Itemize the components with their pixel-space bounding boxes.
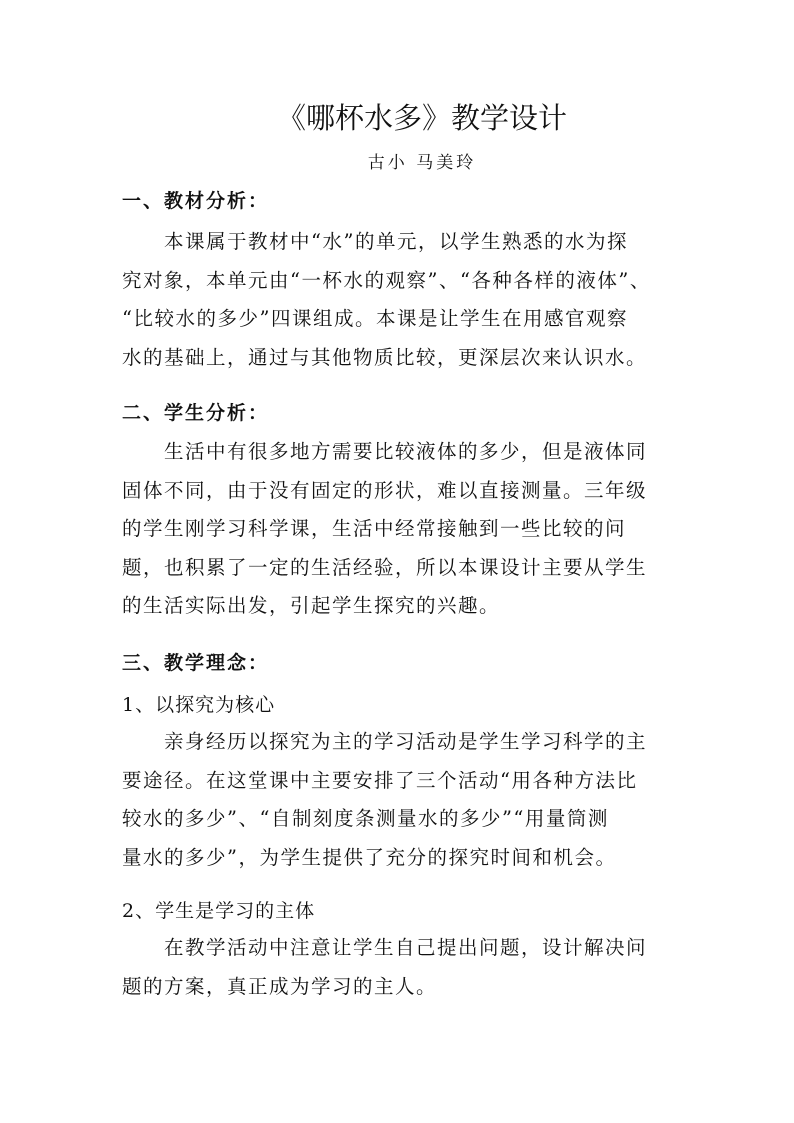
paragraph-line: 题，也积累了一定的生活经验，所以本课设计主要从学生 [122, 555, 648, 579]
paragraph-line: 本课属于教材中“水”的单元，以学生熟悉的水为探 [164, 230, 628, 253]
paragraph-line: 水的基础上，通过与其他物质比较，更深层次来认识水。 [122, 345, 648, 369]
subsection-2-paragraph [122, 929, 662, 1006]
paragraph-line: 固体不同，由于没有固定的形状，难以直接测量。三年级 [122, 478, 648, 502]
section-heading-1: 一、教材分析： [122, 190, 270, 212]
subsection-1-paragraph [122, 723, 662, 877]
section-heading-2: 二、学生分析： [122, 402, 270, 424]
paragraph-line: 亲身经历以探究为主的学习活动是学生学习科学的主 [164, 730, 648, 753]
paragraph-line: 在教学活动中注意让学生自己提出问题，设计解决问 [164, 936, 648, 959]
paragraph-line: 的学生刚学习科学课，生活中经常接触到一些比较的问 [122, 517, 627, 540]
paragraph-line: 究对象，本单元由“一杯水的观察”、“各种各样的液体”、 [122, 268, 651, 292]
page-title: 《哪杯水多》教学设计 [276, 101, 567, 135]
subsection-label-2: 2、学生是学习的主体 [122, 900, 316, 922]
paragraph-line: 题的方案，真正成为学习的主人。 [122, 974, 438, 998]
section-heading-3: 三、教学理念： [122, 652, 270, 674]
subsection-label-1: 1、以探究为核心 [122, 694, 276, 716]
paragraph-line: 较水的多少”、“自制刻度条测量水的多少”“用量筒测 [122, 807, 609, 830]
paragraph-line: 量水的多少”，为学生提供了充分的探究时间和机会。 [122, 845, 617, 869]
author-line: 古小 马美玲 [367, 153, 477, 173]
section-2-paragraph [122, 433, 662, 626]
paragraph-line: 生活中有很多地方需要比较液体的多少，但是液体同 [164, 440, 648, 463]
section-1-paragraph [122, 223, 662, 377]
paragraph-line: 要途径。在这堂课中主要安排了三个活动“用各种方法比 [122, 768, 638, 792]
paragraph-line: 的生活实际出发，引起学生探究的兴趣。 [122, 594, 501, 617]
paragraph-line: “比较水的多少”四课组成。本课是让学生在用感官观察 [122, 307, 628, 330]
